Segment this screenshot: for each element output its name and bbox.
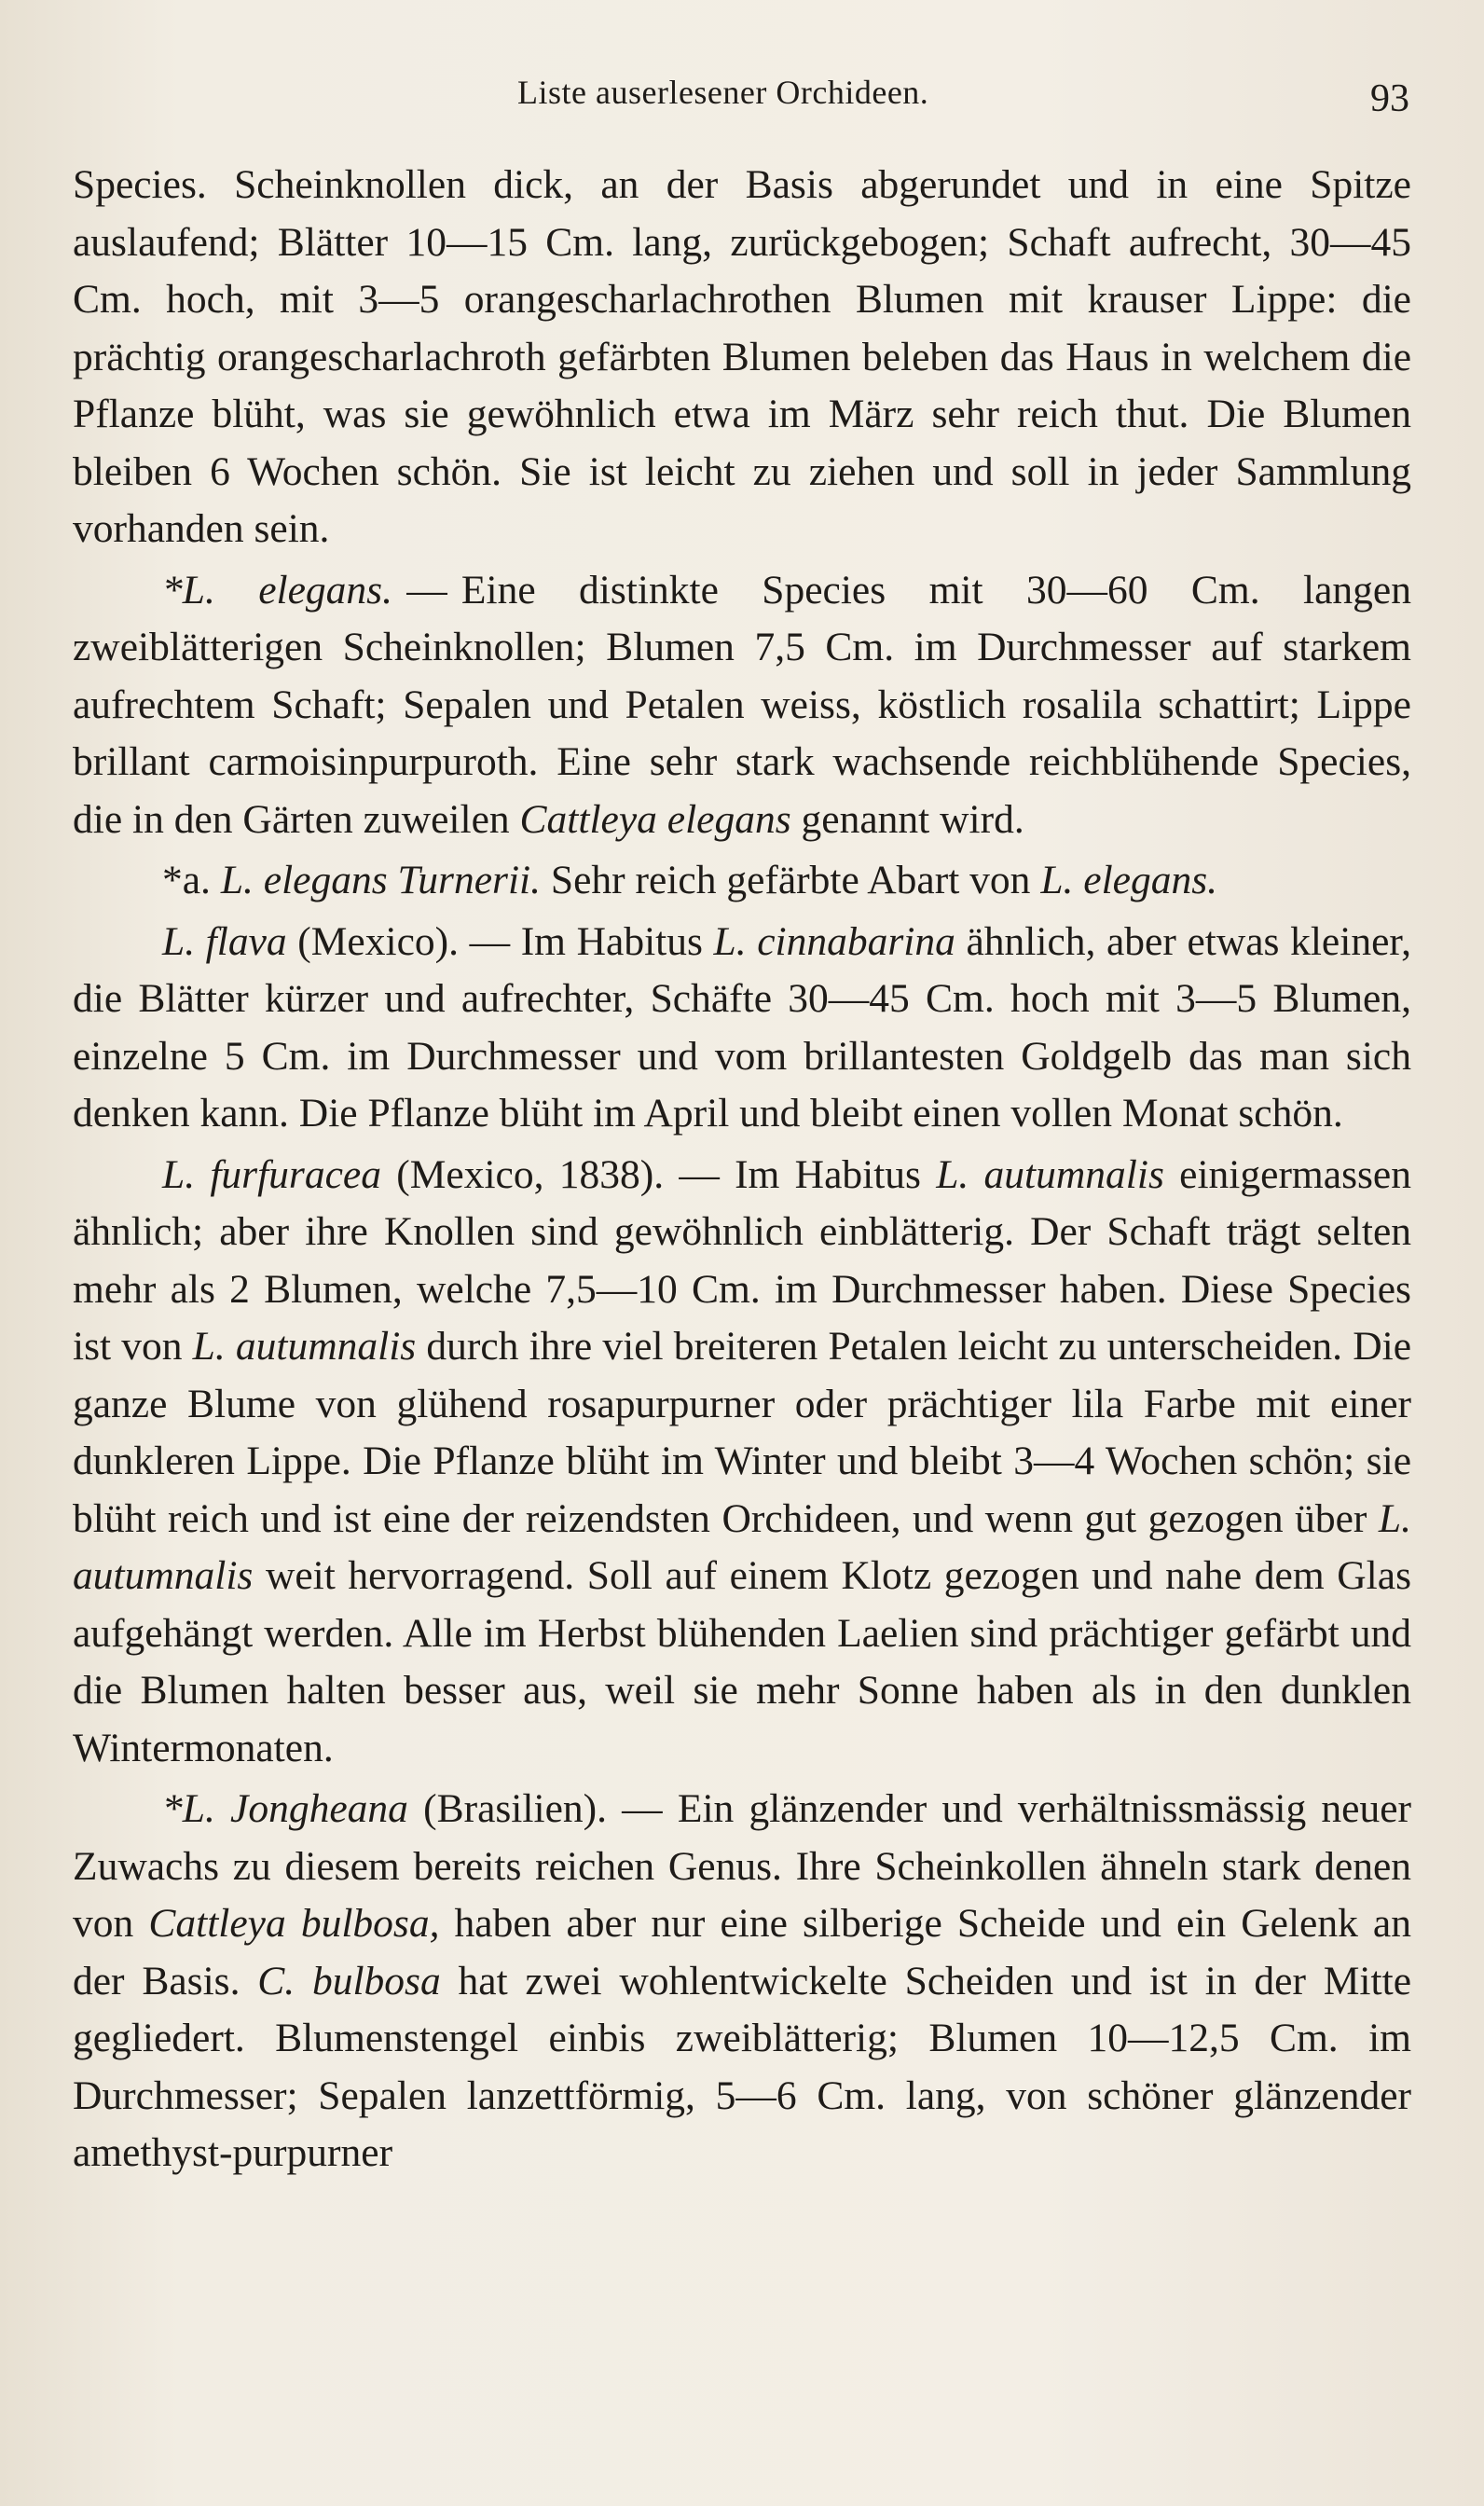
entry-text: Sehr reich gefärbte Abart von: [541, 858, 1041, 902]
entry-laelia-elegans: [73, 562, 1411, 849]
entry-text: weit hervorragend. Soll auf einem Klotz gezogen und nahe dem Glas aufgehängt werden. Alle im Herbst blühenden Laelien sind prächtiger gefärbt und die Blumen halten besser aus, weil sie mehr Sonne haben als in den dunklen Wintermonaten.: [73, 1553, 1411, 1770]
species-name: L. flava: [162, 918, 287, 964]
entry-text: einigermassen ähnlich; aber ihre Knollen sind gewöhnlich einblätterig. Der Schaft trägt selten mehr als 2 Blumen, welche 7,5—10 Cm. im Durchmesser haben. Diese Species ist von: [73, 1151, 1411, 1369]
species-reference: C. bulbosa: [257, 1958, 441, 2003]
entry-text: Eine distinkte Species mit 30—60 Cm. langen zweiblätterigen Scheinknollen; Blumen 7,5 Cm. im Durchmesser auf starkem aufrechtem Schaft; Sepalen und Petalen weiss, köstlich rosalila schattirt; Lippe brillant carmoisinpurpuroth. Eine sehr stark wachsende reichblühende Species, die in den Gärten zuweilen: [73, 567, 1411, 842]
dash: —: [406, 567, 447, 613]
entry-text: haben aber nur eine silberige Scheide und ein Gelenk an der Basis.: [73, 1901, 1411, 2003]
running-title: Liste auserlesener Orchideen.: [517, 74, 929, 111]
species-name: *L. elegans.: [162, 567, 392, 613]
species-reference: L. autumnalis: [73, 1495, 1411, 1598]
species-reference: L. autumnalis: [192, 1324, 417, 1369]
species-reference: L. elegans.: [1040, 858, 1218, 902]
species-name: *L. Jongheana: [162, 1786, 408, 1831]
entry-prefix: *a.: [162, 858, 221, 902]
entry-laelia-flava: [73, 914, 1411, 1143]
entry-laelia-furfuracea: [73, 1147, 1411, 1778]
running-head: [0, 73, 1484, 129]
species-name: L. furfuracea: [162, 1151, 381, 1197]
entry-text: (Mexico). — Im Habitus: [286, 918, 714, 964]
entry-text: ähnlich, aber etwas kleiner, die Blätter kürzer und aufrechter, Schäfte 30—45 Cm. hoch mit 3—5 Blumen, einzelne 5 Cm. im Durchmesser und vom brillantesten Goldgelb das man sich denken kann. Die Pflanze blüht im April und bleibt einen vollen Monat schön.: [73, 918, 1411, 1136]
page-number: 93: [1370, 77, 1409, 120]
entry-text: durch ihre viel breiteren Petalen leicht zu unterscheiden. Die ganze Blume von glühend rosapurpurner oder prächtiger lila Farbe mit einer dunkleren Lippe. Die Pflanze blüht im Winter und bleibt 3—4 Wochen schön; sie blüht reich und ist eine der reizendsten Orchideen, und wenn gut gezogen über: [73, 1324, 1411, 1541]
entry-laelia-jongheana: [73, 1781, 1411, 2182]
species-name: L. elegans Turnerii.: [220, 858, 542, 902]
entry-text: (Brasilien). — Ein glänzender und verhältnissmässig neuer Zuwachs zu diesem bereits reichen Genus. Ihre Scheinkollen ähneln stark denen von: [73, 1786, 1412, 1946]
entry-text: hat zwei wohlentwickelte Scheiden und ist in der Mitte gegliedert. Blumenstengel einbis zweiblätterig; Blumen 10—12,5 Cm. im Durchmesser; Sepalen lanzettförmig, 5—6 Cm. lang, von schöner glänzender amethyst-purpurner: [73, 1958, 1411, 2175]
entry-laelia-elegans-turnerii: [73, 852, 1411, 910]
species-reference: L. autumnalis: [936, 1151, 1164, 1197]
text-body: [73, 157, 1411, 2182]
species-reference: L. cinnabarina: [713, 918, 955, 964]
entry-text: (Mexico, 1838). — Im Habitus: [380, 1151, 937, 1197]
paragraph-species-description: Species. Scheinknollen dick, an der Basis abgerundet und in eine Spitze auslaufend; Blätter 10—15 Cm. lang, zurückgebogen; Schaft aufrecht, 30—45 Cm. hoch, mit 3—5 orangescharlachrothen Blumen mit krauser Lippe: die prächtig orangescharlachroth gefärbten Blumen beleben das Haus in welchem die Pflanze blüht, was sie gewöhnlich etwa im März sehr reich thut. Die Blumen bleiben 6 Wochen schön. Sie ist leicht zu ziehen und soll in jeder Sammlung vorhanden sein.: [73, 162, 1411, 551]
entry-text: genannt wird.: [790, 796, 1024, 842]
species-reference: Cattleya elegans: [519, 796, 791, 842]
species-reference: Cattleya bulbosa,: [148, 1901, 440, 1946]
